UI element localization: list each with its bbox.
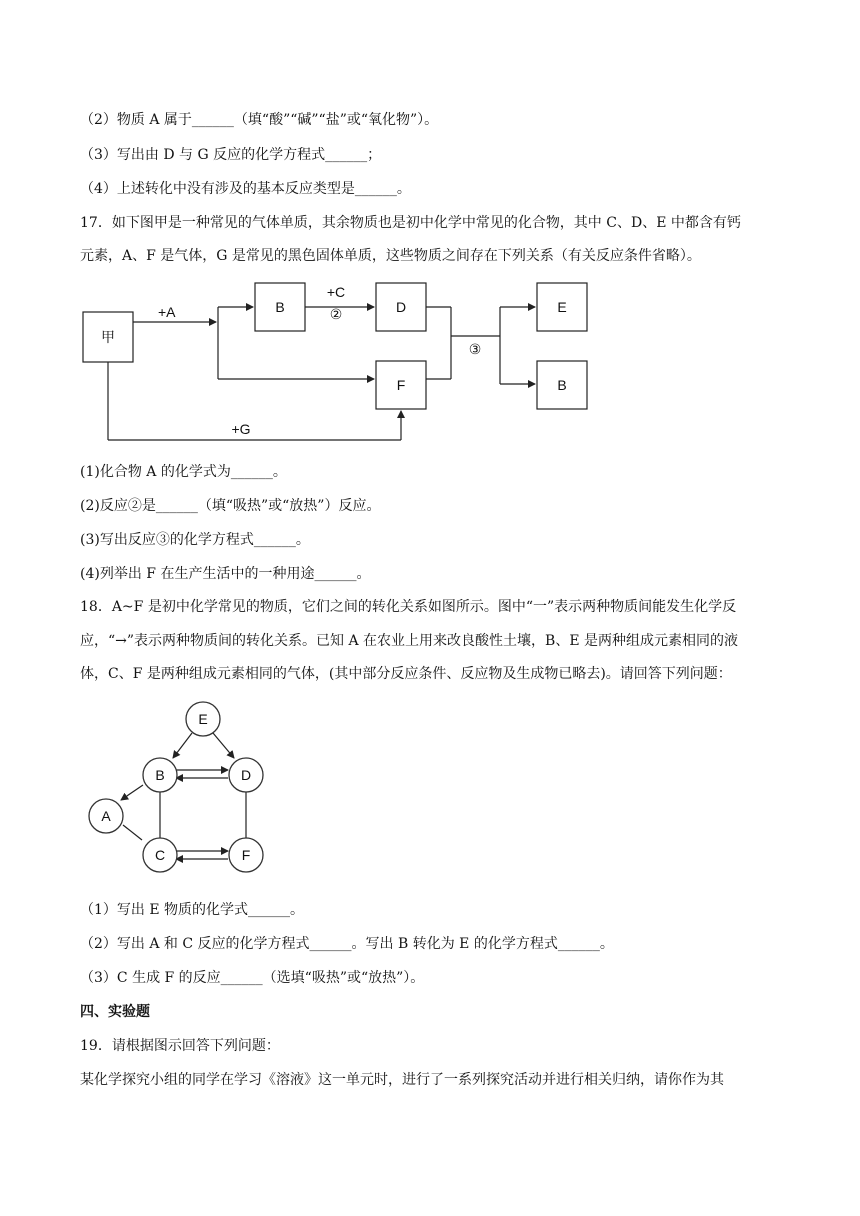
q16-part3: （3）写出由 D 与 G 反应的化学方程式______； xyxy=(80,147,382,163)
q18-stem-line2: 应，“→”表示两种物质间的转化关系。已知 A 在农业上用来改良酸性土壤，B、E 是两种组成元素相同的液 xyxy=(80,633,739,649)
q17-stem-line2: 元素，A、F 是气体，G 是常见的黑色固体单质，这些物质之间存在下列关系（有关反应条件省略）。 xyxy=(80,248,701,264)
label-b: B xyxy=(275,299,285,315)
q16-part4: （4）上述转化中没有涉及的基本反应类型是______。 xyxy=(80,181,411,197)
label-f: F xyxy=(396,377,406,393)
label-plus-c: +C xyxy=(326,284,346,300)
node-b-label: B xyxy=(155,767,165,783)
label-plus-g: +G xyxy=(231,421,251,437)
label-reaction-2: ② xyxy=(329,306,343,322)
q18-part2: （2）写出 A 和 C 反应的化学方程式______。写出 B 转化为 E 的化学方程式______。 xyxy=(80,936,614,952)
section-heading-experiment: 四、实验题 xyxy=(80,1004,150,1020)
q18-stem-line1: 18．A~F 是初中化学常见的物质，它们之间的转化关系如图所示。图中“一”表示两种物质间能发生化学反 xyxy=(80,599,737,615)
q19-stem-line2: 某化学探究小组的同学在学习《溶液》这一单元时，进行了一系列探究活动并进行相关归纳，请你作为其 xyxy=(80,1072,724,1088)
q18-part1: （1）写出 E 物质的化学式______。 xyxy=(80,902,305,918)
q17-part2: (2)反应②是______（填“吸热”或“放热”）反应。 xyxy=(80,498,381,514)
q17-part4: (4)列举出 F 在生产生活中的一种用途______。 xyxy=(80,566,371,582)
node-a-label: A xyxy=(101,808,111,824)
q16-part2: （2）物质 A 属于______（填“酸”“碱”“盐”或“氧化物”）。 xyxy=(80,112,439,128)
q19-stem-line1: 19．请根据图示回答下列问题： xyxy=(80,1038,280,1054)
node-e-label: E xyxy=(198,711,208,727)
q18-stem-line3: 体，C、F 是两种组成元素相同的气体，(其中部分反应条件、反应物及生成物已略去)。请回答下列问题： xyxy=(80,666,732,682)
q17-part1: (1)化合物 A 的化学式为______。 xyxy=(80,464,287,480)
label-e: E xyxy=(557,299,567,315)
label-jia: 甲 xyxy=(101,329,115,345)
q17-stem-line1: 17．如下图甲是一种常见的气体单质，其余物质也是初中化学中常见的化合物，其中 C、D、E 中都含有钙 xyxy=(80,215,741,231)
node-c-label: C xyxy=(154,847,166,863)
label-d: D xyxy=(395,299,407,315)
q18-part3: （3）C 生成 F 的反应______（选填“吸热”或“放热”）。 xyxy=(80,970,425,986)
q18-relation-diagram xyxy=(80,700,300,880)
label-reaction-3: ③ xyxy=(468,341,482,357)
q17-part3: (3)写出反应③的化学方程式______。 xyxy=(80,532,310,548)
node-d-label: D xyxy=(240,767,252,783)
q17-flow-diagram xyxy=(0,278,860,448)
label-b2: B xyxy=(557,377,567,393)
label-plus-a: +A xyxy=(158,304,176,320)
node-f-label: F xyxy=(241,847,251,863)
